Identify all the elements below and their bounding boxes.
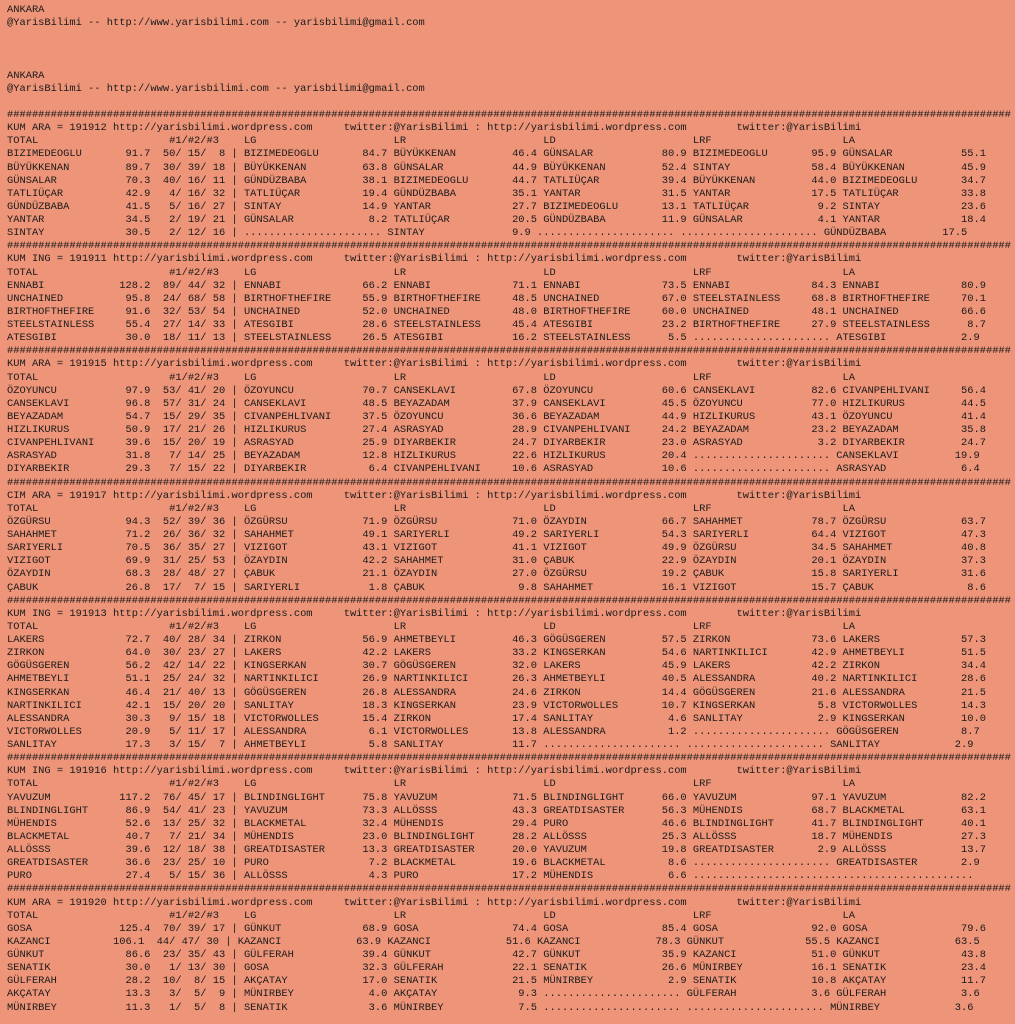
section-divider: ################################################################################################################################################################# xyxy=(7,345,1011,358)
results-row: GREATDISASTER 36.6 23/ 25/ 10 | PURO 7.2 BLACKMETAL 19.6 BLACKMETAL 8.6 ...................... GREATDISASTER 2.9 xyxy=(7,857,980,870)
results-row: BIZIMEDEOGLU 91.7 50/ 15/ 8 | BIZIMEDEOGLU 84.7 BÜYÜKKENAN 46.4 GÜNSALAR 80.9 BIZIMEDEOGLU 95.9 GÜNSALAR 55.1 xyxy=(7,148,986,161)
race-header: KUM ING = 191913 http://yarisbilimi.wordpress.com twitter:@YarisBilimi : http://yarisbilimi.wordpress.com twitter:@YarisBilimi xyxy=(7,607,862,620)
column-header-row: TOTAL #1/#2/#3 LG LR LD LRF LA xyxy=(7,778,856,791)
results-row: MÜHENDIS 52.6 13/ 25/ 32 | BLACKMETAL 32.4 MÜHENDIS 29.4 PURO 46.6 BLINDINGLIGHT 41.7 BLINDINGLIGHT 40.1 xyxy=(7,817,986,830)
blank-line xyxy=(7,57,1015,70)
results-row: SANLITAY 17.3 3/ 15/ 7 | AHMETBEYLI 5.8 SANLITAY 11.7 ...................... ...................... SANLITAY 2.9 xyxy=(7,739,974,751)
results-row: ATESGIBI 30.0 18/ 11/ 13 | STEELSTAINLESS 26.5 ATESGIBI 16.2 STEELSTAINLESS 5.5 ...................... ATESGIBI 2.9 xyxy=(7,332,980,345)
results-row: BIRTHOFTHEFIRE 91.6 32/ 53/ 54 | UNCHAINED 52.0 UNCHAINED 48.0 BIRTHOFTHEFIRE 60.0 UNCHAINED 48.1 UNCHAINED 66.6 xyxy=(7,305,986,318)
results-row: UNCHAINED 95.8 24/ 68/ 58 | BIRTHOFTHEFIRE 55.9 BIRTHOFTHEFIRE 48.5 UNCHAINED 67.0 STEELSTAINLESS 68.8 BIRTHOFTHEFIRE 70.1 xyxy=(7,292,986,305)
page-header-line: @YarisBilimi -- http://www.yarisbilimi.com -- yarisbilimi@gmail.com xyxy=(7,17,425,30)
results-row: HIZLIKURUS 50.9 17/ 21/ 26 | HIZLIKURUS 27.4 ASRASYAD 28.9 CIVANPEHLIVANI 24.2 BEYAZADAM 23.2 BEYAZADAM 35.8 xyxy=(7,424,986,436)
column-header-row: TOTAL #1/#2/#3 LG LR LD LRF LA xyxy=(7,135,856,148)
results-row: LAKERS 72.7 40/ 28/ 34 | ZIRKON 56.9 AHMETBEYLI 46.3 GÖGÜSGEREN 57.5 ZIRKON 73.6 LAKERS 57.3 xyxy=(7,634,986,646)
page-header-line: @YarisBilimi -- http://www.yarisbilimi.com -- yarisbilimi@gmail.com xyxy=(7,82,425,95)
results-row: BLINDINGLIGHT 86.9 54/ 41/ 23 | YAVUZUM 73.3 ALLÖSSS 43.3 GREATDISASTER 56.3 MÜHENDIS 68.7 BLACKMETAL 63.1 xyxy=(7,804,986,817)
results-row: ÖZOYUNCU 97.9 53/ 41/ 20 | ÖZOYUNCU 70.7 CANSEKLAVI 67.8 ÖZOYUNCU 60.6 CANSEKLAVI 82.6 CIVANPEHLIVANI 56.4 xyxy=(7,384,986,397)
results-row: GÜNDÜZBABA 41.5 5/ 16/ 27 | SINTAY 14.9 YANTAR 27.7 BIZIMEDEOGLU 13.1 TATLIÜÇAR 9.2 SINTAY 23.6 xyxy=(7,200,986,213)
results-row: GÖGÜSGEREN 56.2 42/ 14/ 22 | KINGSERKAN 30.7 GÖGÜSGEREN 32.0 LAKERS 45.9 LAKERS 42.2 ZIRKON 34.4 xyxy=(7,660,986,673)
results-row: KINGSERKAN 46.4 21/ 40/ 13 | GÖGÜSGEREN 26.8 ALESSANDRA 24.6 ZIRKON 14.4 GÖGÜSGEREN 21.6 ALESSANDRA 21.5 xyxy=(7,686,986,699)
blank-line xyxy=(7,43,1015,56)
section-divider: ################################################################################################################################################################# xyxy=(7,109,1011,121)
results-row: SENATIK 30.0 1/ 13/ 30 | GOSA 32.3 GÜLFERAH 22.1 SENATIK 26.6 MÜNIRBEY 16.1 SENATIK 23.4 xyxy=(7,962,986,975)
blank-line xyxy=(7,96,1015,109)
results-row: GOSA 125.4 70/ 39/ 17 | GÜNKUT 68.9 GOSA 74.4 GOSA 85.4 GOSA 92.0 GOSA 79.6 xyxy=(7,922,986,935)
results-row: GÜLFERAH 28.2 10/ 8/ 15 | AKÇATAY 17.0 SENATIK 21.5 MÜNIRBEY 2.9 SENATIK 10.8 AKÇATAY 11.7 xyxy=(7,975,986,988)
blank-line xyxy=(7,30,1015,43)
race-header: KUM ING = 191916 http://yarisbilimi.wordpress.com twitter:@YarisBilimi : http://yarisbilimi.wordpress.com twitter:@YarisBilimi xyxy=(7,765,862,778)
race-header: CIM ARA = 191917 http://yarisbilimi.wordpress.com twitter:@YarisBilimi : http://yarisbilimi.wordpress.com twitter:@YarisBilimi xyxy=(7,489,862,502)
column-header-row: TOTAL #1/#2/#3 LG LR LD LRF LA xyxy=(7,502,856,515)
column-header-row: TOTAL #1/#2/#3 LG LR LD LRF LA xyxy=(7,620,856,633)
results-row: TATLIÜÇAR 42.9 4/ 16/ 32 | TATLIÜÇAR 19.4 GÜNDÜZBABA 35.1 YANTAR 31.5 YANTAR 17.5 TATLIÜÇAR 33.8 xyxy=(7,187,986,200)
section-divider: ################################################################################################################################################################# xyxy=(7,476,1011,489)
page-header-line: ANKARA xyxy=(7,69,45,82)
results-row: ÖZGÜRSU 94.3 52/ 39/ 36 | ÖZGÜRSU 71.9 ÖZGÜRSU 71.0 ÖZAYDIN 66.7 SAHAHMET 78.7 ÖZGÜRSU 63.7 xyxy=(7,515,986,528)
results-row: ASRASYAD 31.8 7/ 14/ 25 | BEYAZADAM 12.8 HIZLIKURUS 22.6 HIZLIKURUS 20.4 ...................... CANSEKLAVI 19.9 xyxy=(7,450,980,463)
results-row: VIZIGOT 69.9 31/ 25/ 53 | ÖZAYDIN 42.2 SAHAHMET 31.0 ÇABUK 22.9 ÖZAYDIN 20.1 ÖZAYDIN 37.3 xyxy=(7,555,986,568)
results-row: ENNABI 128.2 89/ 44/ 32 | ENNABI 66.2 ENNABI 71.1 ENNABI 73.5 ENNABI 84.3 ENNABI 80.9 xyxy=(7,279,986,292)
results-row: SAHAHMET 71.2 26/ 36/ 32 | SAHAHMET 49.1 SARIYERLI 49.2 SARIYERLI 54.3 SARIYERLI 64.4 VIZIGOT 47.3 xyxy=(7,529,986,541)
race-header: KUM ARA = 191915 http://yarisbilimi.wordpress.com twitter:@YarisBilimi : http://yarisbilimi.wordpress.com twitter:@YarisBilimi xyxy=(7,358,862,371)
column-header-row: TOTAL #1/#2/#3 LG LR LD LRF LA xyxy=(7,371,856,384)
results-row: NARTINKILICI 42.1 15/ 20/ 20 | SANLITAY 18.3 KINGSERKAN 23.9 VICTORWOLLES 10.7 KINGSERKAN 5.8 VICTORWOLLES 14.3 xyxy=(7,699,986,712)
results-row: AHMETBEYLI 51.1 25/ 24/ 32 | NARTINKILICI 26.9 NARTINKILICI 26.3 AHMETBEYLI 40.5 ALESSANDRA 40.2 NARTINKILICI 28.6 xyxy=(7,673,986,686)
results-row: BEYAZADAM 54.7 15/ 29/ 35 | CIVANPEHLIVANI 37.5 ÖZOYUNCU 36.6 BEYAZADAM 44.9 HIZLIKURUS 43.1 ÖZOYUNCU 41.4 xyxy=(7,410,986,423)
section-divider: ################################################################################################################################################################# xyxy=(7,752,1011,765)
results-row: PURO 27.4 5/ 15/ 36 | ALLÖSSS 4.3 PURO 17.2 MÜHENDIS 6.6 ............................................. xyxy=(7,870,974,883)
results-row: KAZANCI 106.1 44/ 47/ 30 | KAZANCI 63.9 KAZANCI 51.6 KAZANCI 78.3 GÜNKUT 55.5 KAZANCI 63.5 xyxy=(7,935,980,948)
column-header-row: TOTAL #1/#2/#3 LG LR LD LRF LA xyxy=(7,266,856,279)
results-row: VICTORWOLLES 20.9 5/ 11/ 17 | ALESSANDRA 6.1 VICTORWOLLES 13.8 ALESSANDRA 1.2 ...................... GÖGÜSGEREN 8.7 xyxy=(7,725,980,738)
results-row: CANSEKLAVI 96.8 57/ 31/ 24 | CANSEKLAVI 48.5 BEYAZADAM 37.9 CANSEKLAVI 45.5 ÖZOYUNCU 77.0 HIZLIKURUS 44.5 xyxy=(7,397,986,410)
results-row: ALLÖSSS 39.6 12/ 18/ 38 | GREATDISASTER 13.3 GREATDISASTER 20.0 YAVUZUM 19.8 GREATDISASTER 2.9 ALLÖSSS 13.7 xyxy=(7,844,986,856)
results-row: BÜYÜKKENAN 89.7 30/ 39/ 18 | BÜYÜKKENAN 63.8 GÜNSALAR 44.9 BÜYÜKKENAN 52.4 SINTAY 58.4 BÜYÜKKENAN 45.9 xyxy=(7,161,986,174)
race-header: KUM ING = 191911 http://yarisbilimi.wordpress.com twitter:@YarisBilimi : http://yarisbilimi.wordpress.com twitter:@YarisBilimi xyxy=(7,253,862,266)
section-divider: ################################################################################################################################################################# xyxy=(7,883,1011,896)
results-row: ZIRKON 64.0 30/ 23/ 27 | LAKERS 42.2 LAKERS 33.2 KINGSERKAN 54.6 NARTINKILICI 42.9 AHMETBEYLI 51.5 xyxy=(7,647,986,660)
section-divider: ################################################################################################################################################################# xyxy=(7,240,1011,253)
results-row: MÜNIRBEY 11.3 1/ 5/ 8 | SENATIK 3.6 MÜNIRBEY 7.5 ...................... ...................... MÜNIRBEY 3.6 xyxy=(7,1001,974,1014)
results-row: STEELSTAINLESS 55.4 27/ 14/ 33 | ATESGIBI 28.6 STEELSTAINLESS 45.4 ATESGIBI 23.2 BIRTHOFTHEFIRE 27.9 STEELSTAINLESS 8.7 xyxy=(7,319,986,331)
results-row: CIVANPEHLIVANI 39.6 15/ 20/ 19 | ASRASYAD 25.9 DIYARBEKIR 24.7 DIYARBEKIR 23.0 ASRASYAD 3.2 DIYARBEKIR 24.7 xyxy=(7,437,986,450)
results-row: ÖZAYDIN 68.3 28/ 48/ 27 | ÇABUK 21.1 ÖZAYDIN 27.0 ÖZGÜRSU 19.2 ÇABUK 15.8 SARIYERLI 31.6 xyxy=(7,568,986,581)
column-header-row: TOTAL #1/#2/#3 LG LR LD LRF LA xyxy=(7,909,856,922)
page-header-line: ANKARA xyxy=(7,4,45,16)
results-row: ÇABUK 26.8 17/ 7/ 15 | SARIYERLI 1.8 ÇABUK 9.8 SAHAHMET 16.1 VIZIGOT 15.7 ÇABUK 8.6 xyxy=(7,581,986,594)
results-row: SINTAY 30.5 2/ 12/ 16 | ...................... SINTAY 9.9 ...................... ...................... GÜNDÜZBABA 17.5 xyxy=(7,227,968,240)
results-row: ALESSANDRA 30.3 9/ 15/ 18 | VICTORWOLLES 15.4 ZIRKON 17.4 SANLITAY 4.6 SANLITAY 2.9 KINGSERKAN 10.0 xyxy=(7,712,986,725)
results-row: GÜNKUT 86.6 23/ 35/ 43 | GÜLFERAH 39.4 GÜNKUT 42.7 GÜNKUT 35.9 KAZANCI 51.0 GÜNKUT 43.8 xyxy=(7,949,986,961)
race-header: KUM ARA = 191920 http://yarisbilimi.wordpress.com twitter:@YarisBilimi : http://yarisbilimi.wordpress.com twitter:@YarisBilimi xyxy=(7,896,862,909)
results-row: BLACKMETAL 40.7 7/ 21/ 34 | MÜHENDIS 23.0 BLINDINGLIGHT 28.2 ALLÖSSS 25.3 ALLÖSSS 18.7 MÜHENDIS 27.3 xyxy=(7,830,986,843)
race-header: KUM ARA = 191912 http://yarisbilimi.wordpress.com twitter:@YarisBilimi : http://yarisbilimi.wordpress.com twitter:@YarisBilimi xyxy=(7,122,862,135)
results-row: DIYARBEKIR 29.3 7/ 15/ 22 | DIYARBEKIR 6.4 CIVANPEHLIVANI 10.6 ASRASYAD 10.6 ...................... ASRASYAD 6.4 xyxy=(7,463,980,476)
results-row: YAVUZUM 117.2 76/ 45/ 17 | BLINDINGLIGHT 75.8 YAVUZUM 71.5 BLINDINGLIGHT 66.0 YAVUZUM 97.1 YAVUZUM 82.2 xyxy=(7,791,986,804)
section-divider: ################################################################################################################################################################# xyxy=(7,594,1011,607)
results-row: AKÇATAY 13.3 3/ 5/ 9 | MÜNIRBEY 4.0 AKÇATAY 9.3 ...................... GÜLFERAH 3.6 GÜLFERAH 3.6 xyxy=(7,988,980,1001)
results-row: YANTAR 34.5 2/ 19/ 21 | GÜNSALAR 8.2 TATLIÜÇAR 20.5 GÜNDÜZBABA 11.9 GÜNSALAR 4.1 YANTAR 18.4 xyxy=(7,214,986,226)
results-row: SARIYERLI 70.5 36/ 35/ 27 | VIZIGOT 43.1 VIZIGOT 41.1 VIZIGOT 49.9 ÖZGÜRSU 34.5 SAHAHMET 40.8 xyxy=(7,542,986,555)
results-row: GÜNSALAR 70.3 40/ 16/ 11 | GÜNDÜZBABA 38.1 BIZIMEDEOGLU 44.7 TATLIÜÇAR 39.4 BÜYÜKKENAN 44.0 BIZIMEDEOGLU 34.7 xyxy=(7,174,986,187)
